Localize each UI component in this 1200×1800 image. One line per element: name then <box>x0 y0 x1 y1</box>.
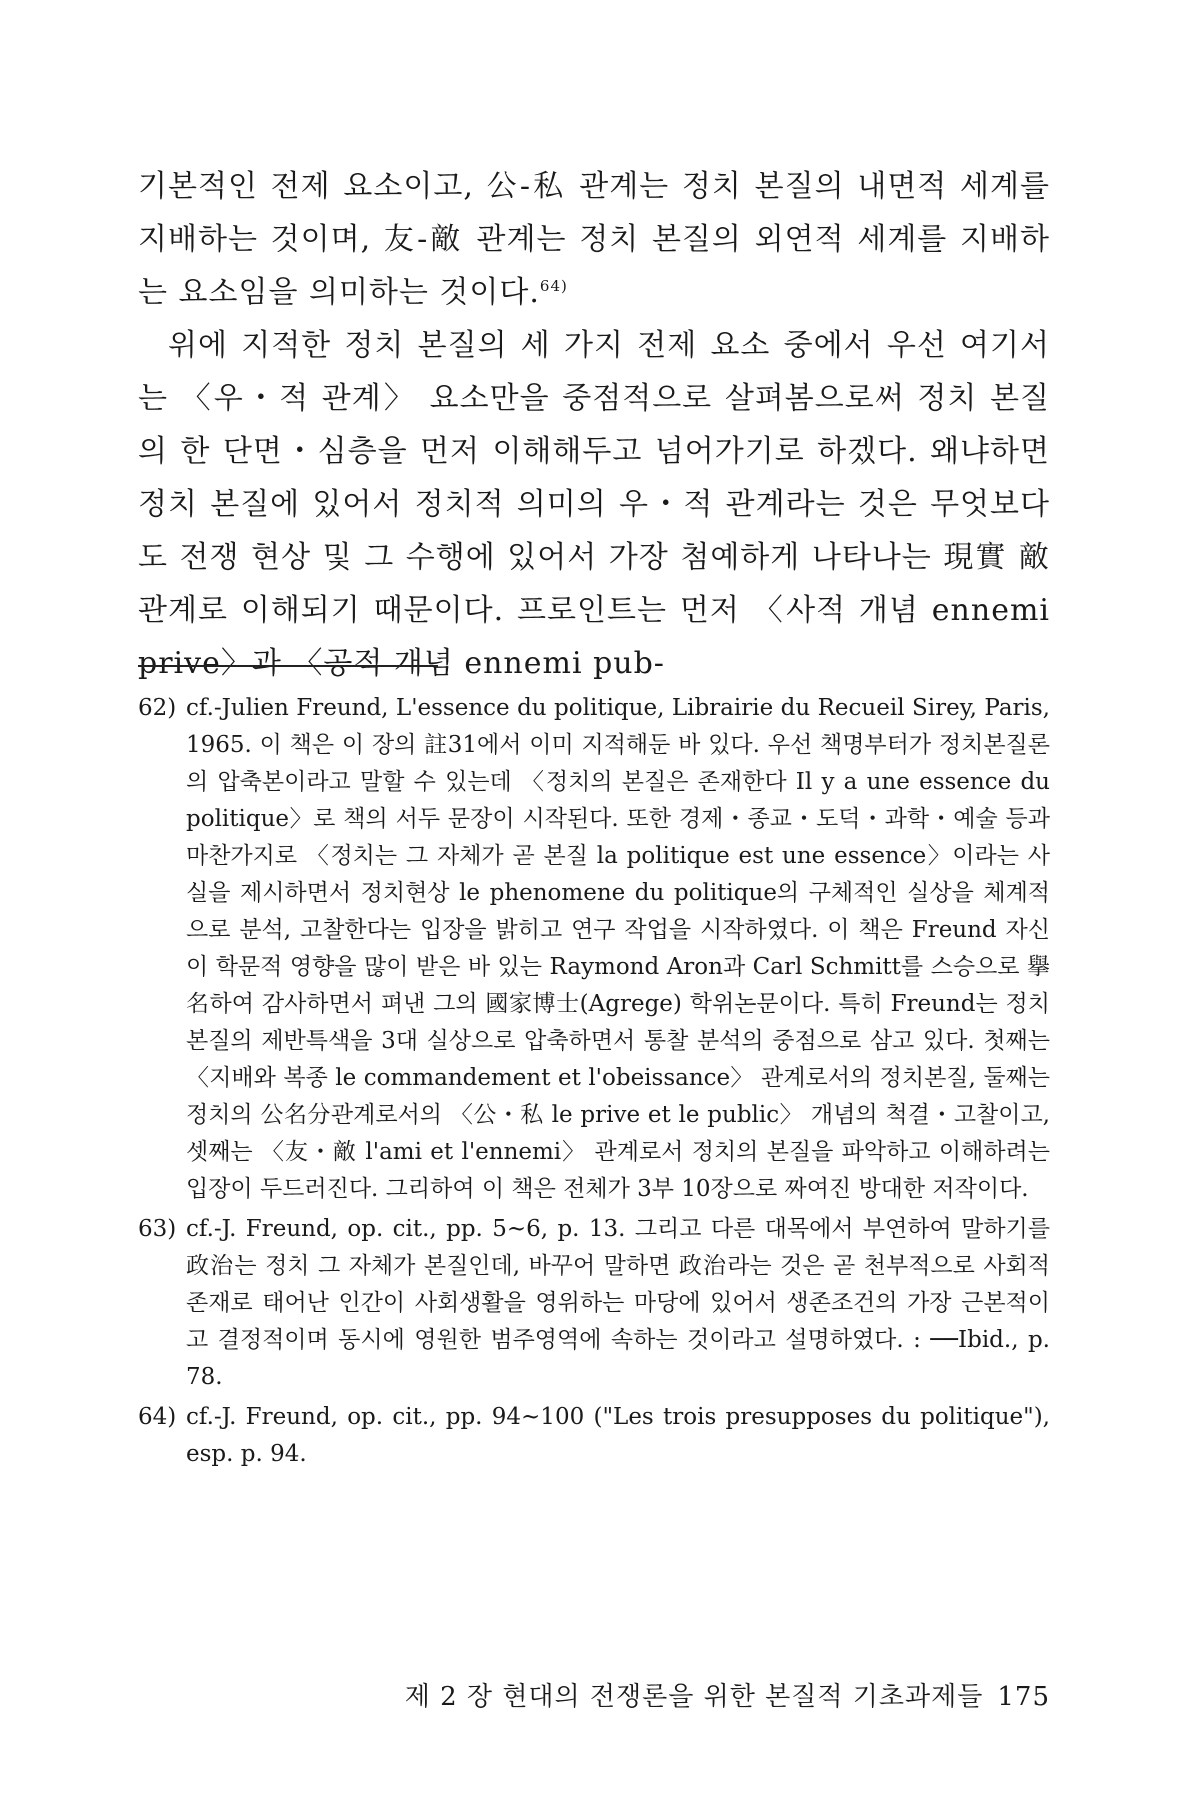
footnotes <box>138 690 1050 1476</box>
footnote-number: 62) <box>138 695 177 721</box>
body-paragraph: 위에 지적한 정치 본질의 세 가지 전제 요소 중에서 우선 여기서는 〈우・적 관계〉 요소만을 중점적으로 살펴봄으로써 정치 본질의 한 단면・심층을 먼저 이해해두고 넘어가기로 하겠다. 왜냐하면 정치 본질에 있어서 정치적 의미의 우・적 관계라는 것은 무엇보다도 전쟁 현상 및 그 수행에 있어서 가장 첨예하게 나타나는 現實 敵 관계로 이해되기 때문이다. 프로인트는 먼저 〈사적 개념 ennemi prive〉과 〈공적 개념 ennemi pub- <box>138 328 1050 681</box>
footnote-63 <box>138 1211 1050 1396</box>
footnote-separator <box>138 665 438 667</box>
page-number: 175 <box>997 1682 1050 1712</box>
footnote-number: 64) <box>138 1404 177 1430</box>
footnote-number: 63) <box>138 1216 177 1242</box>
paragraph-text: 기본적인 전제 요소이고, 公-私 관계는 정치 본질의 내면적 세계를 지배하는 것이며, 友-敵 관계는 정치 본질의 외연적 세계를 지배하는 요소임을 의미하는 것이다. <box>138 169 1050 310</box>
footnote-reference: 64) <box>539 277 568 295</box>
footnote-text: cf.-J. Freund, op. cit., pp. 94~100 ("Les trois presupposes du politique"), esp. p. 94. <box>186 1404 1050 1467</box>
footnote-text: cf.-Julien Freund, L'essence du politique, Librairie du Recueil Sirey, Paris, 1965. 이 책은 이 장의 註31에서 이미 지적해둔 바 있다. 우선 책명부터가 정치본질론의 압축본이라고 말할 수 있는데 〈정치의 본질은 존재한다 Il y a une essence du politique〉로 책의 서두 문장이 시작된다. 또한 경제・종교・도덕・과학・예술 등과 마찬가지로 〈정치는 그 자체가 곧 본질 la politique est une essence〉이라는 사실을 제시하면서 정치현상 le phenomene du politique의 구체적인 실상을 체계적으로 분석, 고찰한다는 입장을 밝히고 연구 작업을 시작하였다. 이 책은 Freund 자신이 학문적 영향을 많이 받은 바 있는 Raymond Aron과 Carl Schmitt를 스승으로 擧名하여 감사하면서 펴낸 그의 國家博士(Agrege) 학위논문이다. 특히 Freund는 정치본질의 제반특색을 3대 실상으로 압축하면서 통찰 분석의 중점으로 삼고 있다. 첫째는 〈지배와 복종 le commandement et l'obeissance〉 관계로서의 정치본질, 둘째는 정치의 公名分관계로서의 〈公・私 le prive et le public〉 개념의 척결・고찰이고, 셋째는 〈友・敵 l'ami et l'ennemi〉 관계로서 정치의 본질을 파악하고 이해하려는 입장이 두드러진다. 그리하여 이 책은 전체가 3부 10장으로 짜여진 방대한 저작이다. <box>186 695 1050 1202</box>
main-text <box>138 160 1050 690</box>
body-paragraph <box>138 160 1050 319</box>
footnote-62 <box>138 690 1050 1208</box>
running-head: 제 2 장 현대의 전쟁론을 위한 본질적 기초과제들 <box>404 1682 984 1712</box>
page-footer <box>138 1676 1050 1713</box>
footnote-64 <box>138 1399 1050 1473</box>
footnote-text: cf.-J. Freund, op. cit., pp. 5~6, p. 13. 그리고 다른 대목에서 부연하여 말하기를 政治는 정치 그 자체가 본질인데, 바꾸어 말하면 政治라는 것은 곧 천부적으로 사회적 존재로 태어난 인간이 사회생활을 영위하는 마당에 있어서 생존조건의 가장 근본적이고 결정적이며 동시에 영원한 범주영역에 속하는 것이라고 설명하였다. : ──Ibid., p. 78. <box>186 1216 1050 1390</box>
